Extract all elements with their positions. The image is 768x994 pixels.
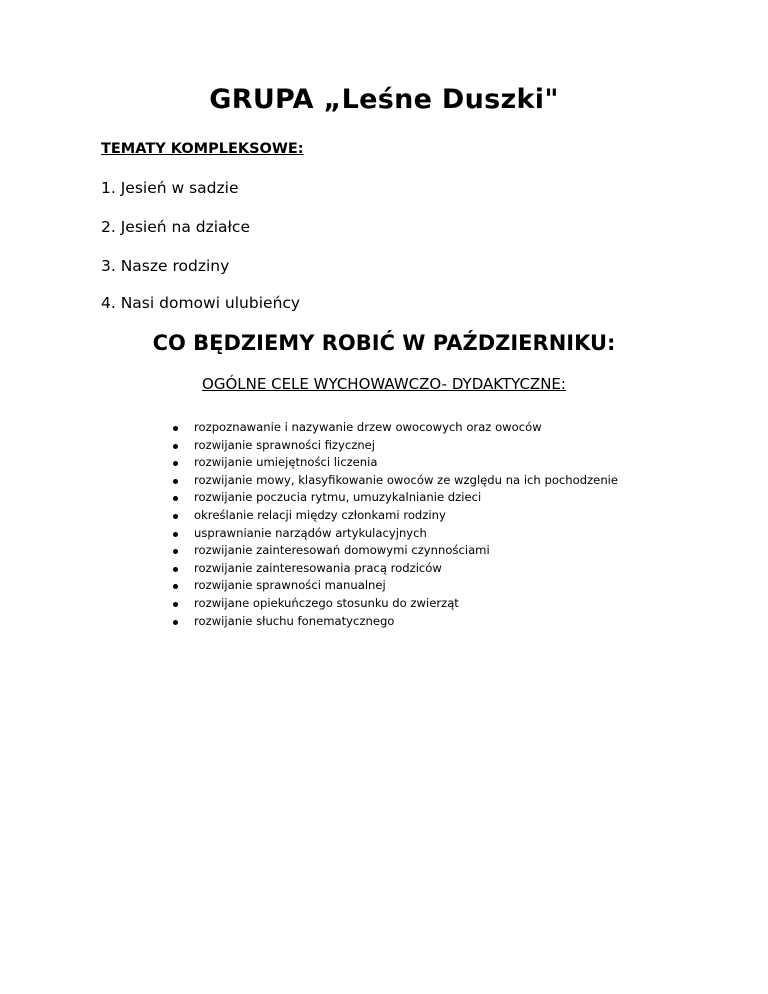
topic-item: 1. Jesień w sadzie: [101, 179, 239, 197]
goal-text: rozwijane opiekuńczego stosunku do zwierząt: [194, 595, 459, 610]
goal-item: [173, 525, 618, 543]
bullet-icon: [173, 549, 178, 554]
goals-list: [173, 419, 618, 630]
goals-heading: OGÓLNE CELE WYCHOWAWCZO- DYDAKTYCZNE:: [202, 375, 566, 393]
bullet-icon: [173, 461, 178, 466]
bullet-icon: [173, 620, 178, 625]
goal-item: [173, 613, 618, 631]
goal-item: [173, 577, 618, 595]
bullet-icon: [173, 444, 178, 449]
topic-item: 3. Nasze rodziny: [101, 257, 230, 275]
goal-text: rozwijanie umiejętności liczenia: [194, 455, 378, 470]
goal-text: usprawnianie narządów artykulacyjnych: [194, 525, 427, 540]
bullet-icon: [173, 602, 178, 607]
goal-item: [173, 507, 618, 525]
bullet-icon: [173, 479, 178, 484]
goal-item: [173, 454, 618, 472]
bullet-icon: [173, 532, 178, 537]
goal-text: rozwijanie sprawności fizycznej: [194, 437, 376, 452]
goal-text: rozwijanie słuchu fonematycznego: [194, 613, 395, 628]
goal-item: [173, 542, 618, 560]
goal-text: rozwijanie zainteresowań domowymi czynnościami: [194, 543, 490, 558]
bullet-icon: [173, 496, 178, 501]
bullet-icon: [173, 567, 178, 572]
bullet-icon: [173, 426, 178, 431]
page-title: GRUPA „Leśne Duszki": [209, 84, 559, 115]
topics-heading: TEMATY KOMPLEKSOWE:: [101, 141, 304, 157]
goal-text: rozwijanie zainteresowania pracą rodziców: [194, 560, 442, 575]
section-title: CO BĘDZIEMY ROBIĆ W PAŹDZIERNIKU:: [152, 331, 616, 355]
goal-item: [173, 489, 618, 507]
topic-item: 4. Nasi domowi ulubieńcy: [101, 294, 301, 312]
topic-item: 2. Jesień na działce: [101, 218, 250, 236]
goal-item: [173, 419, 618, 437]
goal-item: [173, 595, 618, 613]
goal-item: [173, 437, 618, 455]
bullet-icon: [173, 514, 178, 519]
goal-text: rozwijanie mowy, klasyfikowanie owoców ze względu na ich pochodzenie: [194, 472, 619, 487]
goal-item: [173, 560, 618, 578]
goal-item: [173, 472, 618, 490]
goal-text: rozwijanie poczucia rytmu, umuzykalnianie dzieci: [194, 490, 482, 505]
goal-text: rozpoznawanie i nazywanie drzew owocowych oraz owoców: [194, 420, 542, 434]
bullet-icon: [173, 584, 178, 589]
goal-text: rozwijanie sprawności manualnej: [194, 578, 386, 593]
goal-text: określanie relacji między członkami rodziny: [194, 507, 446, 522]
